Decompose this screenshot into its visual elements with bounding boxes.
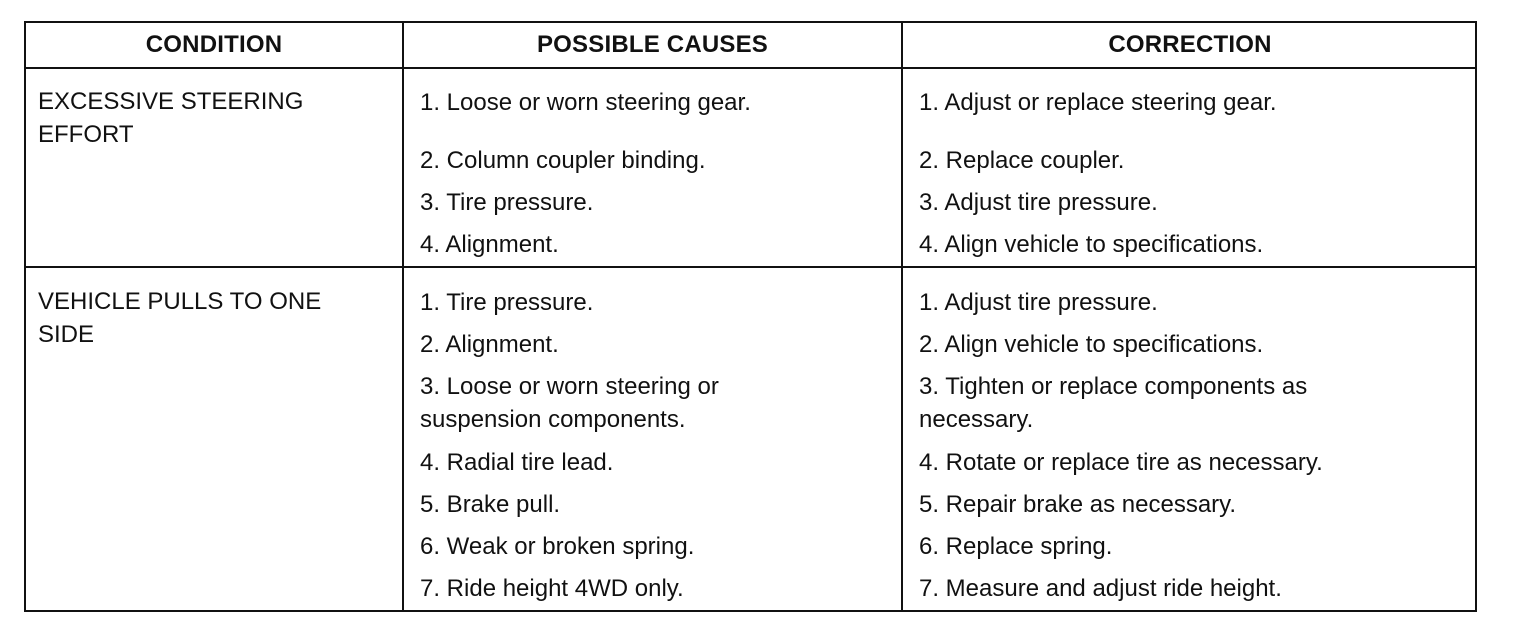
diagnosis-table <box>24 21 1477 612</box>
condition-line: VEHICLE PULLS TO ONE <box>38 288 322 315</box>
column-divider <box>901 23 903 610</box>
row-divider <box>26 266 1475 268</box>
correction-line: 3. Tighten or replace components as <box>919 373 1308 400</box>
correction-item: 2. Replace coupler. <box>919 147 1125 174</box>
cause-item: 2. Alignment. <box>420 331 559 358</box>
correction-item: 4. Rotate or replace tire as necessary. <box>919 449 1323 476</box>
cause-item: 3. Tire pressure. <box>420 189 594 216</box>
correction-line: necessary. <box>919 406 1034 433</box>
correction-item: 7. Measure and adjust ride height. <box>919 575 1282 602</box>
condition-cell <box>38 85 388 151</box>
correction-item: 1. Adjust or replace steering gear. <box>919 89 1277 116</box>
cause-item: 6. Weak or broken spring. <box>420 533 695 560</box>
condition-line: EXCESSIVE STEERING <box>38 88 304 115</box>
cause-item: 5. Brake pull. <box>420 491 561 518</box>
condition-line: EFFORT <box>38 121 134 148</box>
header-condition: CONDITION <box>145 31 283 58</box>
column-divider <box>402 23 404 610</box>
condition-cell <box>38 285 388 351</box>
cause-line: suspension components. <box>420 406 686 433</box>
cause-item: 7. Ride height 4WD only. <box>420 575 684 602</box>
header-divider <box>26 67 1475 69</box>
cause-line: 3. Loose or worn steering or <box>420 373 719 400</box>
cause-item: 2. Column coupler binding. <box>420 147 706 174</box>
correction-item: 2. Align vehicle to specifications. <box>919 331 1264 358</box>
correction-item <box>919 370 1307 436</box>
cause-item <box>420 370 719 436</box>
cause-item: 4. Alignment. <box>420 231 559 258</box>
correction-item: 1. Adjust tire pressure. <box>919 289 1158 316</box>
correction-item: 3. Adjust tire pressure. <box>919 189 1158 216</box>
cause-item: 1. Loose or worn steering gear. <box>420 89 751 116</box>
correction-item: 4. Align vehicle to specifications. <box>919 231 1264 258</box>
header-correction: CORRECTION <box>1108 31 1272 58</box>
header-possible-causes: POSSIBLE CAUSES <box>536 31 769 58</box>
cause-item: 4. Radial tire lead. <box>420 449 614 476</box>
cause-item: 1. Tire pressure. <box>420 289 594 316</box>
correction-item: 6. Replace spring. <box>919 533 1113 560</box>
condition-line: SIDE <box>38 321 95 348</box>
correction-item: 5. Repair brake as necessary. <box>919 491 1237 518</box>
